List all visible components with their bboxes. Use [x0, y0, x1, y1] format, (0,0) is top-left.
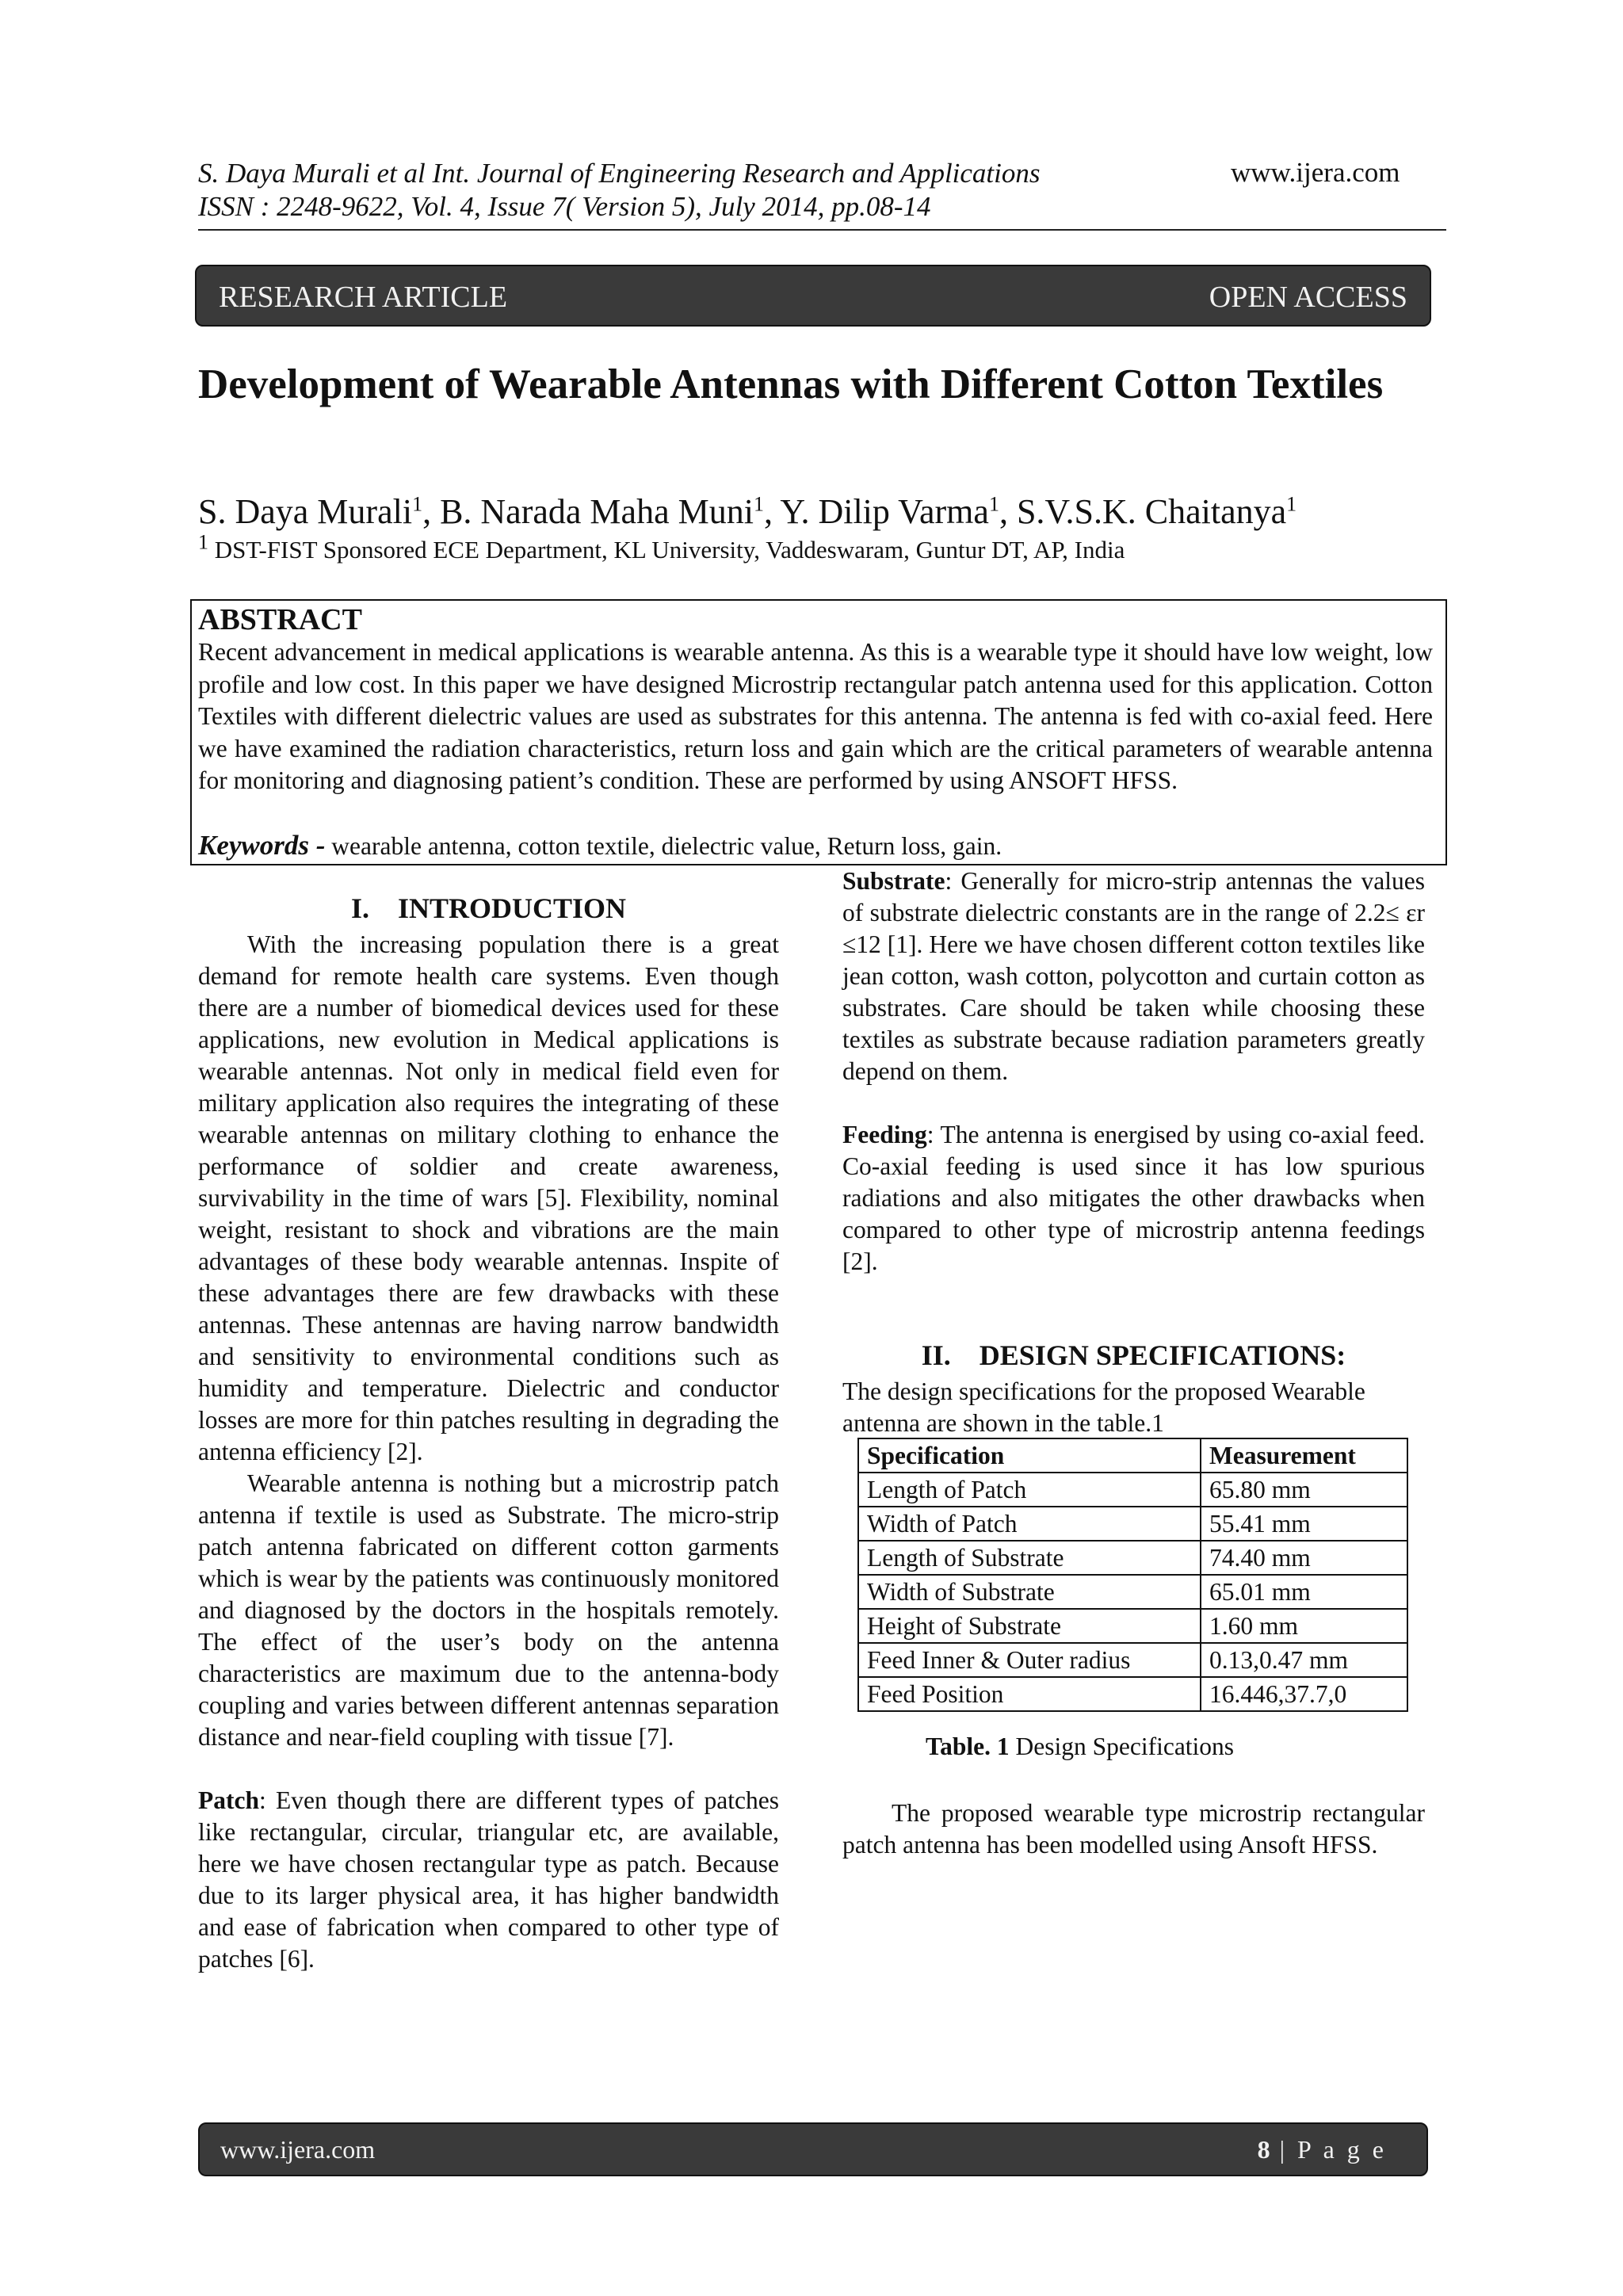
right-column-bottom — [842, 1797, 1425, 1861]
journal-citation-line: S. Daya Murali et al Int. Journal of Engineering Research and Applications — [198, 158, 1041, 189]
author-affiliation-marker: 1 — [1286, 492, 1297, 516]
design-specifications-table — [857, 1438, 1408, 1712]
issn-line: ISSN : 2248-9622, Vol. 4, Issue 7( Version 5), July 2014, pp.08-14 — [198, 191, 931, 222]
table-cell: Width of Substrate — [858, 1575, 1201, 1609]
table-row — [858, 1575, 1407, 1609]
author-affiliation-marker: 1 — [753, 492, 764, 516]
table-row — [858, 1677, 1407, 1711]
affiliation-text: DST-FIST Sponsored ECE Department, KL University, Vaddeswaram, Guntur DT, AP, India — [208, 536, 1125, 563]
table-row — [858, 1473, 1407, 1507]
author-list — [198, 491, 1296, 533]
table-header-cell: Measurement — [1201, 1438, 1407, 1473]
substrate-paragraph — [842, 865, 1425, 1087]
table-cell: Height of Substrate — [858, 1609, 1201, 1643]
table-cell: 0.13,0.47 mm — [1201, 1643, 1407, 1677]
table-cell: Length of Substrate — [858, 1541, 1201, 1575]
research-article-label: RESEARCH ARTICLE — [219, 281, 508, 314]
table-cell: Width of Patch — [858, 1507, 1201, 1541]
author-affiliation-marker: 1 — [988, 492, 999, 516]
feeding-text: : The antenna is energised by using co-axial feed. Co-axial feeding is used since it has low spurious radiations and also mitigates the other drawbacks when compared to other type of microstrip antenna feedings [2]. — [842, 1121, 1425, 1275]
design-intro-text: The design specifications for the proposed Wearable antenna are shown in the table.1 — [842, 1377, 1365, 1437]
table-caption-text: Design Specifications — [1009, 1733, 1235, 1760]
introduction-heading: I. INTRODUCTION — [350, 892, 627, 924]
author-name: B. Narada Maha Muni — [440, 492, 754, 531]
author-name: Y. Dilip Varma — [780, 492, 989, 531]
right-column-top — [842, 865, 1425, 1278]
keywords-line — [198, 830, 1002, 862]
author-separator: , — [999, 492, 1017, 531]
page-footer — [198, 2122, 1428, 2176]
design-specifications-heading: II. DESIGN SPECIFICATIONS: — [921, 1339, 1346, 1371]
paper-title: Development of Wearable Antennas with Different Cotton Textiles — [198, 361, 1384, 407]
substrate-label: Substrate — [842, 867, 945, 895]
table-caption — [926, 1733, 1234, 1761]
feeding-label: Feeding — [842, 1121, 927, 1148]
affiliation-marker: 1 — [198, 530, 208, 554]
author-affiliation-marker: 1 — [412, 492, 423, 516]
keywords-label: Keywords - — [198, 830, 326, 861]
table-cell: Feed Inner & Outer radius — [858, 1643, 1201, 1677]
table-cell: 65.80 mm — [1201, 1473, 1407, 1507]
author-name: S. Daya Murali — [198, 492, 413, 531]
table-caption-label: Table. 1 — [926, 1733, 1010, 1760]
article-type-banner — [195, 265, 1431, 327]
table-cell: 16.446,37.7,0 — [1201, 1677, 1407, 1711]
table-cell: 55.41 mm — [1201, 1507, 1407, 1541]
feeding-paragraph — [842, 1119, 1425, 1278]
author-name: S.V.S.K. Chaitanya — [1016, 492, 1287, 531]
intro-paragraph-1: With the increasing population there is a great demand for remote health care systems. Even though there are a number of biomedical devices used for these applications, new evolution in Medical applications is wearable antennas. Not only in medical field even for military application also requires the integrating of these wearable antennas on military clothing to enhance the performance of soldier and create awareness, survivability in the time of wars [5]. Flexibility, nominal weight, resistant to shock and vibrations are the main advantages of these body wearable antennas. Inspite of these advantages there are few drawbacks with these antennas. These antennas are having narrow bandwidth and sensitivity to environmental conditions such as humidity and temperature. Dielectric and conductor losses are more for thin patches resulting in degrading the antenna efficiency [2]. — [198, 930, 779, 1465]
footer-website: www.ijera.com — [220, 2135, 376, 2164]
table-cell: Feed Position — [858, 1677, 1201, 1711]
design-closing-paragraph: The proposed wearable type microstrip rectangular patch antenna has been modelled using Ansoft HFSS. — [842, 1799, 1425, 1859]
abstract-text: Recent advancement in medical applications is wearable antenna. As this is a wearable type it should have low weight, low profile and low cost. In this paper we have designed Microstrip rectangular patch antenna used for this application. Cotton Textiles with different dielectric values are used as substrates for this antenna. The antenna is fed with co-axial feed. Here we have examined the radiation characteristics, return loss and gain which are the critical parameters of wearable antenna for monitoring and diagnosing patient’s condition. These are performed by using ANSOFT HFSS. — [198, 638, 1433, 794]
table-row — [858, 1609, 1407, 1643]
left-column — [198, 929, 779, 1975]
patch-text: : Even though there are different types of patches like rectangular, circular, triangular etc, are available, here we have chosen rectangular type as patch. Because due to its larger physical area, it has higher bandwidth and ease of fabrication when compared to other type of patches [6]. — [198, 1786, 779, 1973]
keywords-text: wearable antenna, cotton textile, dielectric value, Return loss, gain. — [325, 832, 1002, 860]
table-header-row — [858, 1438, 1407, 1473]
table-cell: 65.01 mm — [1201, 1575, 1407, 1609]
patch-paragraph — [198, 1785, 779, 1975]
table-row — [858, 1507, 1407, 1541]
author-separator: , — [422, 492, 441, 531]
author-separator: , — [763, 492, 781, 531]
abstract-heading: ABSTRACT — [198, 603, 362, 636]
page-number-label — [1258, 2135, 1387, 2164]
intro-paragraph-2: Wearable antenna is nothing but a microstrip patch antenna if textile is used as Substrate. The micro-strip patch antenna fabricated on different cotton garments which is wear by the patients was continuously monitored and diagnosed by the doctors in the hospitals remotely. The effect of the user’s body on the antenna characteristics are maximum due to the antenna-body coupling and varies between different antennas separation distance and near-field coupling with tissue [7]. — [198, 1469, 779, 1751]
table-row — [858, 1643, 1407, 1677]
header-rule — [198, 229, 1446, 231]
table-cell: Length of Patch — [858, 1473, 1201, 1507]
affiliation — [198, 530, 1125, 565]
journal-website: www.ijera.com — [1231, 157, 1400, 188]
table-header-cell: Specification — [858, 1438, 1201, 1473]
table-row — [858, 1541, 1407, 1575]
open-access-label: OPEN ACCESS — [1209, 281, 1407, 314]
table-cell: 1.60 mm — [1201, 1609, 1407, 1643]
page-label: | P a g e — [1270, 2135, 1387, 2164]
table-cell: 74.40 mm — [1201, 1541, 1407, 1575]
page-number: 8 — [1257, 2135, 1270, 2164]
patch-label: Patch — [198, 1786, 259, 1814]
substrate-text: : Generally for micro-strip antennas the values of substrate dielectric constants are in the range of 2.2≤ εr ≤12 [1]. Here we have chosen different cotton textiles like jean cotton, wash cotton, polycotton and curtain cotton as substrates. Care should be taken while choosing these textiles as substrate because radiation parameters greatly depend on them. — [842, 867, 1425, 1085]
